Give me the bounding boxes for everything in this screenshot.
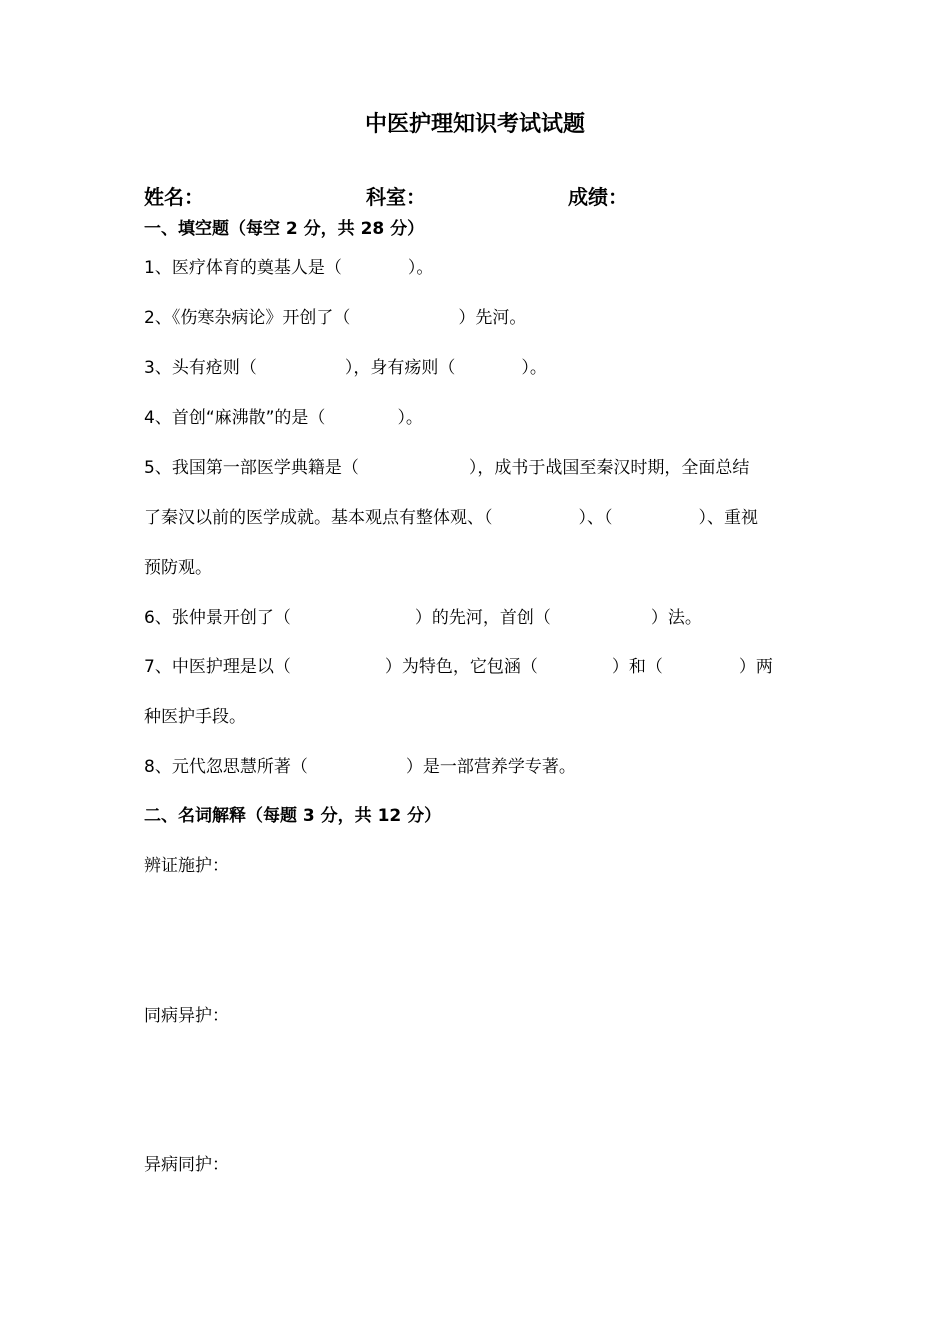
section2-heading: 二、名词解释（每题 3 分，共 12 分） [144,806,442,826]
question-5-line-3: 预防观。 [144,558,212,578]
question-4-text-a: 4、首创“麻沸散”的是（ [144,408,326,428]
term-2: 同病异护： [144,1006,229,1026]
question-3-text-b: ），身有疡则（ [344,358,456,378]
score-label: 成绩： [568,185,628,209]
question-6-text-b: ）的先河，首创（ [414,608,551,628]
name-label: 姓名： [144,185,204,209]
question-7-text-a: 7、中医护理是以（ [144,657,291,677]
question-7-text-b: ）为特色，它包涵（ [384,657,538,677]
question-7-line-1 [144,652,824,682]
question-5-text-c: 了秦汉以前的医学成就。基本观点有整体观、（ [144,508,493,528]
department-label: 科室： [366,185,426,209]
term-1: 辨证施护： [144,856,229,876]
question-2 [144,303,824,333]
question-2-text-b: ）先河。 [458,308,527,328]
question-1-text-a: 1、医疗体育的奠基人是（ [144,258,342,278]
document-title: 中医护理知识考试试题 [364,112,585,137]
term-3: 异病同护： [144,1155,229,1175]
question-5-line-2 [144,503,824,533]
question-4 [144,403,824,433]
question-1-text-b: ）。 [407,258,434,278]
question-6-text-a: 6、张仲景开创了（ [144,608,291,628]
student-info-row [0,180,950,214]
question-8-text-b: ）是一部营养学专著。 [405,757,576,777]
question-8 [144,752,824,782]
question-7-line-2: 种医护手段。 [144,707,246,727]
question-2-text-a: 2、《伤寒杂病论》开创了（ [144,308,351,328]
question-4-text-b: ）。 [397,408,423,428]
section1-heading: 一、填空题（每空 2 分，共 28 分） [144,219,425,239]
question-5-text-d: ）、（ [578,508,613,528]
question-8-text-a: 8、元代忽思慧所著（ [144,757,308,777]
question-3-text-c: ）。 [521,358,547,378]
question-6 [144,603,824,633]
question-1 [144,253,824,283]
question-5-text-a: 5、我国第一部医学典籍是（ [144,458,359,478]
question-7-text-c: ）和（ [611,657,663,677]
question-7-text-d: ）两 [738,657,773,677]
question-5-text-e: ）、重视 [698,508,758,528]
question-5-text-b: ），成书于战国至秦汉时期，全面总结 [468,458,750,478]
question-6-text-c: ）法。 [650,608,702,628]
question-3-text-a: 3、头有疮则（ [144,358,257,378]
question-3 [144,353,824,383]
question-5-line-1 [144,453,824,483]
